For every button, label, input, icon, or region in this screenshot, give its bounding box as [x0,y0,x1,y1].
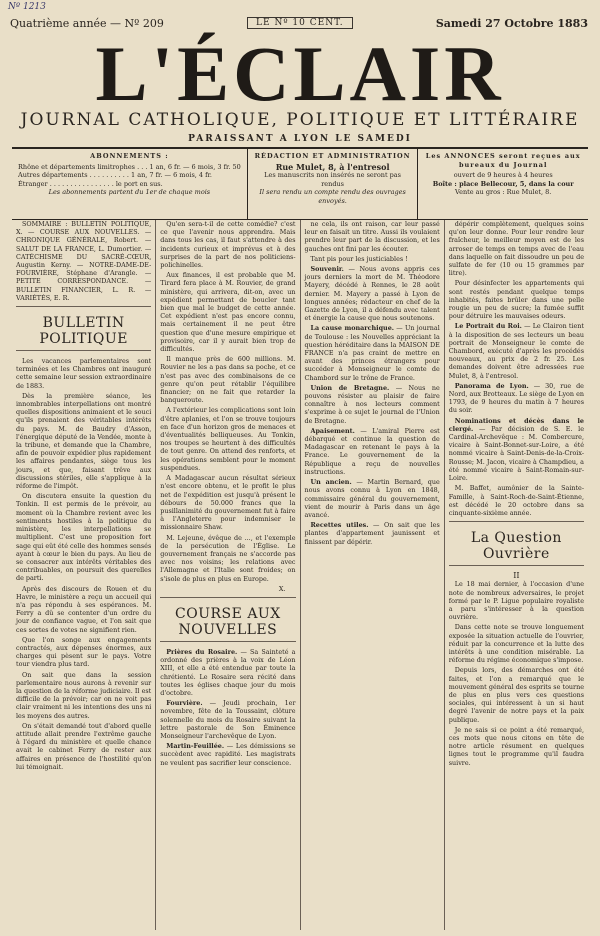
issue-date: Samedi 27 Octobre 1883 [435,16,588,30]
table-of-contents: SOMMAIRE : BULLETIN POLITIQUE, X. — COURSE AUX NOUVELLES. — CHRONIQUE GÉNÉRALE, Robert. — SALUT DE LA FRANCE, L. Dumortier. — CATÉCHISME DU SACRÉ-CŒUR, Augustin Kerny. — NOTRE-DAME-DE-FOURVIÈRE, Stéphane d'Arangle. — PETITE CORRESPONDANCE. — BULLETIN FINANCIER, L. R. — VARIÉTÉS, E. R. [16,220,152,302]
editorial-address: Rue Mulet, 8, à l'entresol [275,161,390,172]
price-box: LE Nº 10 CENT. [247,17,353,29]
paragraph: Tant pis pour les justiciables ! [310,254,408,263]
news-item: M. Baffet, aumônier de la Sainte-Famille, à Saint-Roch-de-Saint-Étienne, est décédé le 20 octobre dans sa cinquante-sixième année. [448,484,584,517]
paragraph: A l'extérieur les complications sont loin d'être aplanies, et l'on se trouve toujours en face d'un horizon gros de menaces et d'éventualités belliqueuses. Au Tonkin, nos troupes se heurtent à des difficultés de tout genre. On attend des renforts, et les opérations semblent pour le moment suspendues. [160,406,296,472]
news-item: Nominations et décès dans le clergé. — Par décision de S. E. le Cardinal-Archevêque : M. Combercure, vicaire à Saint-Bonnet-sur-Loire, a été nommé vicaire à Saint-Denis-de-la-Croix-Rousse; M. Jacon, vicaire à Champdieu, a été nommé vicaire à Saint-Romain-sur-Loire. [448,416,584,483]
archive-stamp: Nº 1213 [8,2,46,12]
subscription-line: Étranger . . . . . . . . . . . . . . . . le port en sus. [18,179,163,188]
column-2 [156,220,300,930]
issue-number: Quatrième année — Nº 209 [10,16,164,30]
paragraph: Pour désinfecter les appartements qui sont restés pendant quelque temps inhabités, faites brûler dans une pelle rougie un peu de sucre; la fumée suffit pour détruire les mauvaises odeurs. [448,279,584,321]
subscription-line: Rhône et départements limitrophes . . . 1 an, 6 fr. — 6 mois, 3 fr. 50 [18,162,241,171]
subscriptions-box [12,149,248,219]
news-item: Un ancien. — Martin Bernard, que nous avons connu à Lyon en 1848, commissaire général du gouvernement, vient de mourir à Paris dans un âge avancé. [304,478,440,519]
paragraph: Le 18 mai dernier, à l'occasion d'une note de nombreux adversaires, le projet formé par le P. Ligue populaire royaliste a paru s'intéresser à la question ouvrière. [448,580,584,622]
news-item: Recettes utiles. — On sait que les plantes d'appartement jaunissent et finissent par dépérir. [304,521,440,546]
news-item: Fourvière. — Jeudi prochain, 1er novembre, fête de la Toussaint, clôture solennelle du mois du Rosaire suivant la lettre pastorale de Son Éminence Monseigneur l'archevêque de Lyon. [160,699,296,740]
editorial-title: RÉDACTION ET ADMINISTRATION [254,152,411,160]
column-4 [445,220,588,930]
ads-line: ouvert de 9 heures à 4 heures [453,171,553,179]
paragraph: ne cela, ils ont raison, car leur passé leur en faisait un titre. Aussi ils voulaient prendre leur part de la discussion, et les gauches ont fini par les écouter. [304,220,440,253]
news-item: Panorama de Lyon. — 30, rue de Nord, aux Brotteaux. Le siège de Lyon en 1793, de 9 heures du matin à 7 heures du soir. [448,381,584,415]
paragraph: On sait que dans la session parlementaire nous aurons à revenir sur la question de la réforme judiciaire. Il est difficile de la prévoir; car on ne voit pas clair vraiment ni les intentions des uns ni les moyens des autres. [16,670,152,720]
section-heading: La Question Ouvrière [449,530,584,566]
paragraph: Dès la première séance, les innombrables interpellations ont montré quelles dispositions animaient et le souci qu'ils prenaient des véritables intérêts du pays. M. de Baudry d'Asson, l'énergique député de la Vendée, monte à la tribune, et demande que la Chambre, afin de pouvoir expédier plus rapidement les affaires pendantes, siège tous les jours, et que, faisant trêve aux discussions stériles, elle s'applique à la réforme de l'impôt. [16,391,152,491]
paragraph: M. Lejeune, évêque de ..., et l'exemple de la persécution de l'Église. Le gouvernement français ne s'accorde pas avec nos voisins; les relations avec l'Allemagne et l'Italie sont froides; on s'isole de plus en plus en Europe. [160,533,296,583]
paragraph: dépérir complètement, quelques soins qu'on leur donne. Pour leur rendre leur fraîcheur, le meilleur moyen est de les arroser de temps en temps avec de l'eau dans laquelle on fait dissoudre un peu de sulfate de fer (10 ou 15 grammes par litre). [448,220,584,278]
info-bar [12,147,588,220]
ads-line: Vente au gros : Rue Mulet, 8. [455,188,552,196]
editorial-note: Il sera rendu un compte rendu des ouvrages envoyés. [259,188,406,205]
part-numeral: II [513,571,520,581]
paragraph: Dans cette note se trouve longuement exposée la situation actuelle de l'ouvrier, réduit par la concurrence et la lutte des intérêts à une condition misérable. La réforme du régime économique s'impose. [448,623,584,665]
column-3 [301,220,445,930]
masthead-subtitle: JOURNAL CATHOLIQUE, POLITIQUE ET LITTÉRAIRE [20,110,580,130]
paragraph: Depuis lors, des démarches ont été faites, et l'on a remarqué que le mouvement général des esprits se tourne de plus en plus vers ces questions sociales, qui intéressent à un si haut degré l'avenir de notre pays et la paix publique. [448,666,584,724]
paragraph: On discutera ensuite la question du Tonkin. Il est permis de le prévoir, au moment où la Chambre revient avec les sentiments hostiles à la politique du ministère, les interpellations se multiplient. C'est une proposition fort sage qui eût été celle des hommes sensés ayant à cœur le bien du pays. Au lieu de se consacrer aux intérêts véritables des contribuables, on poursuit des querelles de parti. [16,492,152,583]
paragraph: Je ne sais si ce point a été remarqué, ces mots que nous citons en tête de notre article résument en quelques lignes tout le programme qu'il faudra suivre. [448,725,584,767]
signature: X. [278,584,286,593]
news-item: La cause monarchique. — Un journal de Toulouse : les Nouvelles appréciant la question héréditaire dans la MAISON DE FRANCE n'a pas craint de mettre en avant des princes étrangers pour succéder à Monseigneur le comte de Chambord sur le trône de France. [304,324,440,382]
editorial-note: Les manuscrits non insérés ne seront pas rendus [264,171,402,188]
subscriptions-title: ABONNEMENTS : [90,152,169,160]
subscription-note: Les abonnements partent du 1er de chaque mois [48,188,211,196]
news-item: Martin-Feuillée. — Les démissions se succèdent avec rapidité. Les magistrats ne veulent pas sacrifier leur conscience. [160,742,296,767]
section-heading: COURSE AUX NOUVELLES [160,606,295,642]
ads-line: Boîte : place Bellecour, 5, dans la cour [432,179,574,188]
paragraph: Que l'on songe aux engagements contractés, aux dépenses énormes, aux charges qui pèsent sur le pays. Votre tour viendra plus tard. [16,635,152,669]
masthead-tagline: PARAISSANT A LYON LE SAMEDI [188,134,412,144]
masthead-title: L'ÉCLAIR [95,30,505,117]
news-item: Apaisement. — L'amiral Pierre est débarqué et continue la question de Madagascar en retenant le pays à la France. Le gouvernement de la République a reçu de nouvelles instructions. [304,426,440,476]
news-item: Union de Bretagne. — Nous ne pouvons résister au plaisir de faire connaître à nos lecteurs comment s'exprime à ce sujet le journal de l'Union de Bretagne. [304,383,440,425]
issue-line [10,16,588,30]
paragraph: Il manque près de 600 millions. M. Rouvier ne les a pas dans sa poche, et ce n'est pas avec des combinaisons de ce genre qu'on peut rétablir l'équilibre financier; on ne fait que retarder la banqueroute. [160,355,296,405]
article-columns [12,220,588,930]
subscription-line: Autres départements . . . . . . . . . . 1 an, 7 fr. — 6 mois, 4 fr. [18,171,212,179]
news-item: Souvenir. — Nous avons appris ces jours derniers la mort de M. Théodore Mayery, décédé à Rennes, le 28 août dernier. M. Mayery a passé à Lyon de longues années; rédacteur en chef de la Gazette de Lyon, il a défendu avec talent et énergie la cause que nous soutenons. [304,265,440,323]
column-1 [12,220,156,930]
paragraph: Aux finances, il est probable que M. Tirard fera place à M. Rouvier, de grand ministère, qui arrivera, dit-on, avec un expédient permettant de boucler tant bien que mal le budget de cette année. Cet expédient n'est pas encore connu, mais certainement il ne peut être question que d'une mesure empirique et provisoire, car il y aurait bien trop de difficultés. [160,271,296,354]
paragraph: Qu'en sera-t-il de cette comédie? c'est ce que l'avenir nous apprendra. Mais dans tous les cas, il faut s'attendre à des incidents curieux et imprévus et à des surprises de la part de nos politiciens-polichinelles. [160,220,296,270]
ads-box [418,149,588,219]
news-item: Prières du Rosaire. — Sa Sainteté a ordonné des prières à la voix de Léon XIII, et elle a été entendue par toute la chrétienté. Le Rosaire sera récité dans toutes les églises chaque jour du mois d'octobre. [160,647,296,697]
paragraph: Après des discours de Rouen et du Havre, le ministère a reçu un accueil qui n'a pas répondu à ses espérances. M. Ferry a dû se contenter d'un ordre du jour de confiance vague, et l'on sait que ces sortes de votes ne signifient rien. [16,584,152,634]
editorial-box [248,149,419,219]
news-item: Le Portrait du Roi. — Le Clairon tient à la disposition de ses lecteurs un beau portrait de Monseigneur le comte de Chambord, exécuté d'après les procédés nouveaux, au prix de 2 fr. 25. Les demandes doivent être adressées rue Mulet, 8, à l'entresol. [448,322,584,380]
paragraph: Les vacances parlementaires sont terminées et les Chambres ont inauguré cette semaine leur session extraordinaire de 1883. [16,357,152,390]
paragraph: On s'était demandé tout d'abord quelle attitude allait prendre l'extrême gauche à l'égard du ministère et quelle chance avait le cabinet Ferry de rester aux affaires en présence de l'hostilité qu'on lui témoignait. [16,721,152,771]
section-heading: BULLETIN POLITIQUE [16,315,151,351]
paragraph: A Madagascar aucun résultat sérieux n'est encore obtenu, et le profit le plus net de l'expédition est jusqu'à présent le débours de 50.000 francs que la pusillanimité du gouvernement fut à faire à l'Angleterre pour indemniser le missionnaire Shaw. [160,474,296,532]
ads-title: Les ANNONCES seront reçues aux bureaux du Journal [425,152,581,169]
